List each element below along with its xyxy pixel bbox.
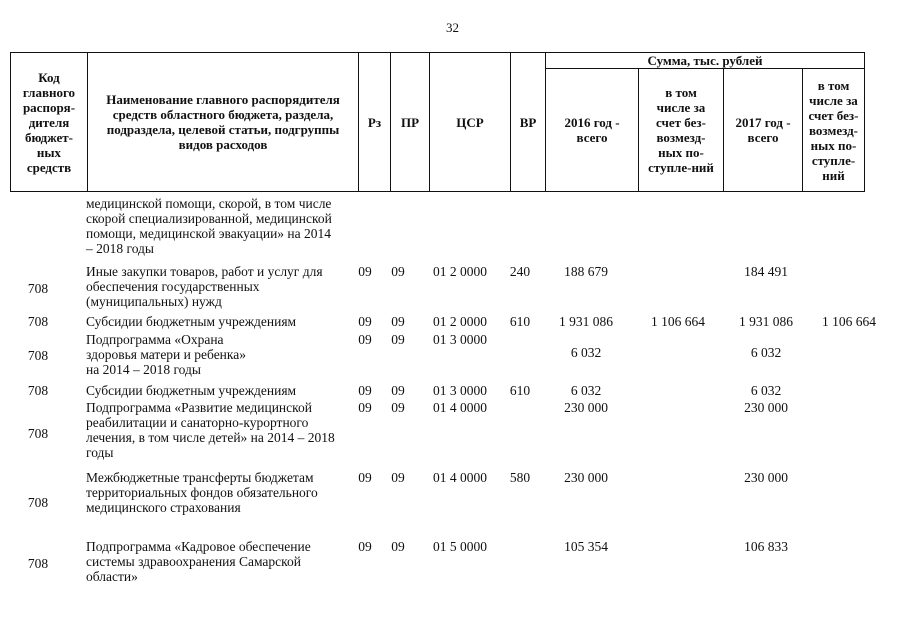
row-csr: 01 2 0000 [433,314,487,329]
row-sum-2017: 6 032 [750,383,782,398]
row-sum-2017: 184 491 [744,264,788,279]
row-rz: 09 [358,539,372,554]
row-sum-2016: 6 032 [570,345,602,360]
row-name: Подпрограмма «Кадровое обеспечение системы здравоохранения Самарской области» [86,539,311,584]
row-sum-2016: 230 000 [564,400,608,415]
row-name: Субсидии бюджетным учреждениям [86,314,297,329]
row-rz: 09 [358,264,372,279]
row-pr: 09 [391,383,405,398]
header-pr: ПР [390,52,430,192]
header-vr: ВР [510,52,546,192]
row-pr: 09 [391,332,405,347]
row-name: медицинской помощи, скорой, в том числе скорой специализированной, медицинской помощи, медицинской эвакуации» на 2014 – 2018 годы [86,196,332,256]
row-rz: 09 [358,470,372,485]
row-csr: 01 5 0000 [433,539,487,554]
row-name: Межбюджетные трансферты бюджетам территориальных фондов обязательного медицинского страхования [86,470,318,515]
row-csr: 01 4 0000 [433,400,487,415]
row-rz: 09 [358,383,372,398]
page-number: 32 [446,20,459,35]
row-csr: 01 3 0000 [433,383,487,398]
header-rz: Рз [358,52,391,192]
row-sum-2016: 105 354 [564,539,608,554]
row-sum-2016-free: 1 106 664 [651,314,705,329]
row-rz: 09 [358,314,372,329]
header-name: Наименование главного распорядителя средств областного бюджета, раздела, подраздела, целевой статьи, подгруппы видов расходов [87,52,359,192]
row-sum-2017: 230 000 [744,470,788,485]
row-csr: 01 2 0000 [433,264,487,279]
row-code: 708 [27,556,49,571]
row-name: Субсидии бюджетным учреждениям [86,383,297,398]
row-pr: 09 [391,470,405,485]
row-sum-2017: 106 833 [744,539,788,554]
header-2016-total: 2016 год - всего [545,68,639,192]
row-code: 708 [27,281,49,296]
row-name: Подпрограмма «Охрана здоровья матери и ребенка» на 2014 – 2018 годы [86,332,247,377]
row-sum-2017-free: 1 106 664 [822,314,876,329]
row-rz: 09 [358,332,372,347]
row-sum-2016: 1 931 086 [559,314,613,329]
header-code: Код главного распоря-дителя бюджет-ных средств [10,52,88,192]
header-2017-free: в том числе за счет без-возмезд-ных по-ступле-ний [802,68,865,192]
row-csr: 01 3 0000 [433,332,487,347]
row-sum-2016: 230 000 [564,470,608,485]
row-sum-2016: 6 032 [570,383,602,398]
row-name: Иные закупки товаров, работ и услуг для обеспечения государственных (муниципальных) нужд [86,264,323,309]
row-csr: 01 4 0000 [433,470,487,485]
row-code: 708 [27,383,49,398]
row-pr: 09 [391,400,405,415]
header-csr: ЦСР [429,52,511,192]
row-sum-2016: 188 679 [564,264,608,279]
row-code: 708 [27,426,49,441]
row-sum-2017: 230 000 [744,400,788,415]
header-2017-total: 2017 год - всего [723,68,803,192]
row-sum-2017: 6 032 [750,345,782,360]
row-pr: 09 [391,314,405,329]
row-vr: 240 [509,264,531,279]
table-header [10,52,865,192]
header-sum-group: Сумма, тыс. рублей [545,52,865,69]
row-pr: 09 [391,539,405,554]
row-rz: 09 [358,400,372,415]
row-name: Подпрограмма «Развитие медицинской реабилитации и санаторно-курортного лечения, в том числе детей» на 2014 – 2018 годы [86,400,335,460]
row-code: 708 [27,314,49,329]
row-code: 708 [27,495,49,510]
row-code: 708 [27,348,49,363]
header-2016-free: в том числе за счет без-возмезд-ных по-ступле-ний [638,68,724,192]
row-sum-2017: 1 931 086 [739,314,793,329]
row-pr: 09 [391,264,405,279]
row-vr: 610 [509,383,531,398]
row-vr: 580 [509,470,531,485]
row-vr: 610 [509,314,531,329]
